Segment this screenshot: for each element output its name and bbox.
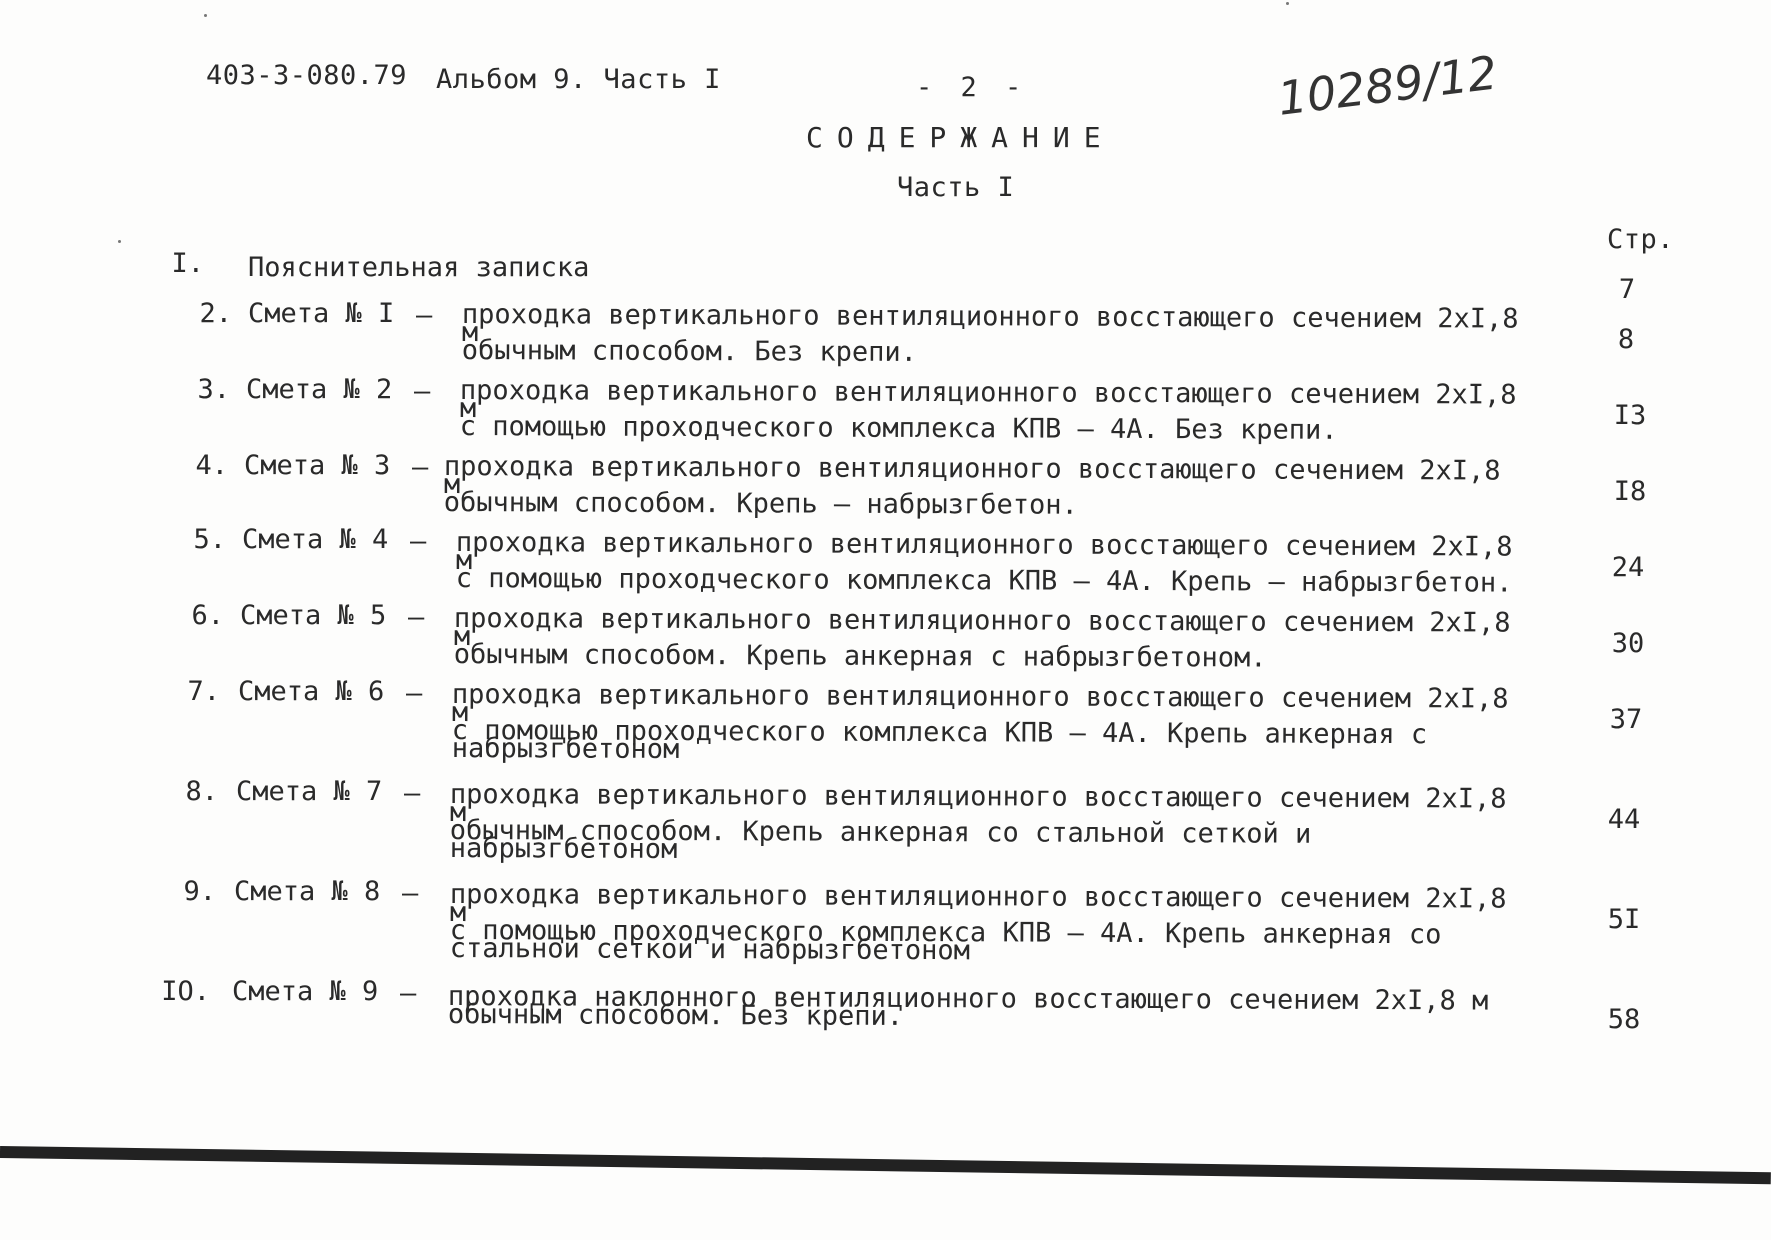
entry-number: I. [171,248,204,279]
entry-description: проходка вертикального вентиляционного восстающего сечением 2хI,8 м с помощью проходческого комплекса КПВ – 4А. Без крепи. [459,375,1517,446]
entry-number: 8. [185,776,218,807]
entry-page: 37 [1609,704,1643,735]
entry-label: Смета № 7 [236,776,383,807]
entry-description: проходка вертикального вентиляционного восстающего сечением 2хI,8 м с помощью проходческого комплекса КПВ – 4А. Крепь анкерная со стальной сеткой и набрызгбетоном [449,879,1507,967]
entry-number: 6. [191,600,224,631]
page-title: СОДЕРЖАНИЕ [806,121,1115,154]
entry-dash: – [402,878,419,909]
entry-label: Пояснительная записка [248,252,590,283]
entry-label: Смета № I [248,298,395,329]
entry-number: 4. [195,450,228,481]
entry-page: I3 [1613,400,1647,431]
entry-dash: – [412,452,429,483]
entry-label: Смета № 9 [232,976,379,1007]
entry-page: 30 [1611,628,1645,659]
entry-page: 24 [1611,552,1645,583]
entry-number: 2. [199,298,232,329]
entry-label: Смета № 2 [246,374,393,405]
scan-speck [118,240,121,243]
entry-dash: – [416,300,433,331]
entry-number: 9. [183,876,216,907]
entry-page: I8 [1613,476,1647,507]
entry-label: Смета № 4 [242,524,389,555]
entry-dash: – [410,526,427,557]
entry-description: проходка наклонного вентиляционного восстающего сечением 2хI,8 м обычным способом. Без крепи. [447,981,1489,1032]
entry-dash: – [408,602,425,633]
entry-number: 5. [193,524,226,555]
scan-speck [204,14,207,17]
entry-page: 58 [1607,1004,1641,1035]
page-column-header: Стр. [1607,224,1675,255]
document-code: 403-3-080.79 [206,60,408,91]
entry-dash: – [406,678,423,709]
entry-number: 7. [187,676,220,707]
entry-page: 7 [1618,274,1636,305]
handwritten-number: 10289/12 [1274,45,1501,126]
bottom-border-line [0,1146,1771,1184]
entry-description: проходка вертикального вентиляционного восстающего сечением 2хI,8 м обычным способом. Крепь анкерная с набрызгбетоном. [453,603,1511,674]
entry-label: Смета № 8 [234,876,381,907]
entry-label: Смета № 5 [240,600,387,631]
entry-label: Смета № 3 [244,450,391,481]
entry-description: проходка вертикального вентиляционного восстающего сечением 2хI,8 м обычным способом. Без крепи. [461,299,1519,368]
entry-description: проходка вертикального вентиляционного восстающего сечением 2хI,8 м обычным способом. Крепь анкерная со стальной сеткой и набрызгбетоном [449,779,1507,865]
album-part-label: Альбом 9. Часть I [436,64,721,95]
entry-number: 3. [197,374,230,405]
scan-speck [1286,2,1289,5]
entry-description: проходка вертикального вентиляционного восстающего сечением 2хI,8 м с помощью проходческого комплекса КПВ – 4А. Крепь анкерная с набрызгбетоном [451,679,1509,765]
part-subtitle: Часть I [897,172,1015,203]
entry-dash: – [404,778,421,809]
entry-page: 8 [1617,324,1635,355]
entry-page: 44 [1607,804,1641,835]
entry-dash: – [414,376,431,407]
page-number: - 2 - [916,72,1028,103]
entry-page: 5I [1607,904,1641,935]
entry-dash: – [400,978,417,1009]
entry-description: проходка вертикального вентиляционного восстающего сечением 2хI,8 м с помощью проходческого комплекса КПВ – 4А. Крепь – набрызгбетон. [455,527,1513,599]
entry-description: проходка вертикального вентиляционного восстающего сечением 2хI,8 м обычным способом. Крепь – набрызгбетон. [443,451,1501,521]
entry-label: Смета № 6 [238,676,385,707]
entry-number: IO. [161,976,210,1007]
